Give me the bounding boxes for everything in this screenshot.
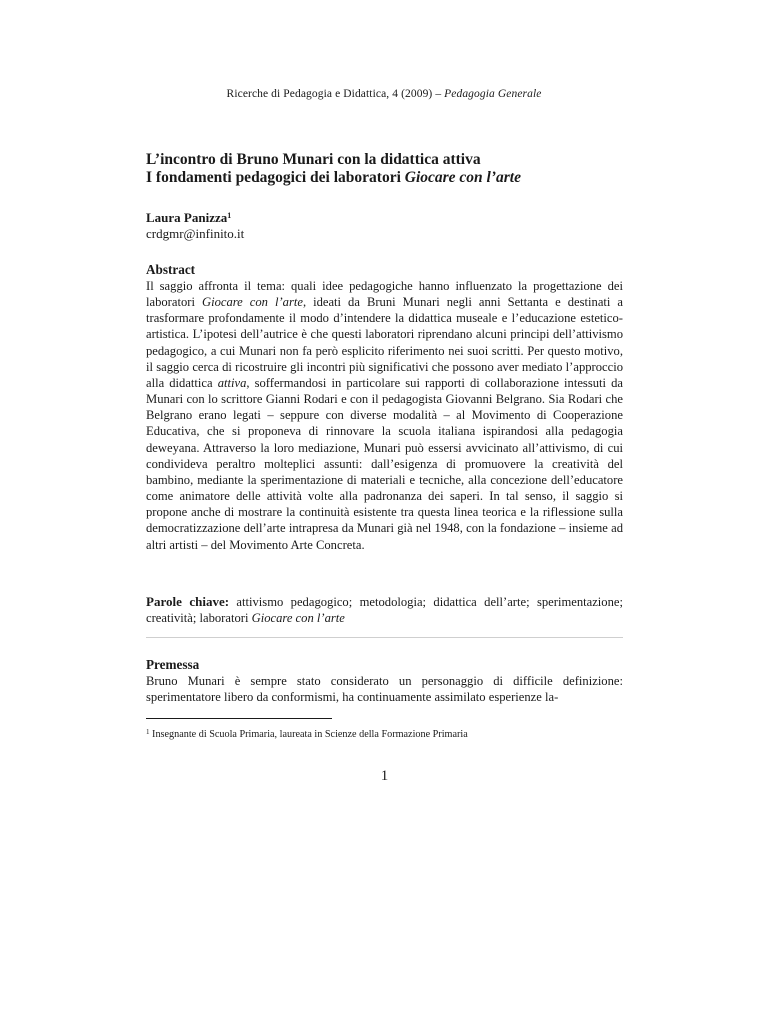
author-footnote-mark: 1 [227,211,232,220]
abstract-heading: Abstract [146,262,196,277]
section-divider [146,637,623,638]
title-line-2 [146,169,626,187]
author-name-text: Laura Panizza [146,210,228,225]
premessa-section [146,657,623,705]
journal-citation: Ricerche di Pedagogia e Didattica, 4 (2009) – [226,88,445,100]
footnote-rule [146,718,332,719]
title-line-1: L’incontro di Bruno Munari con la didattica attiva [146,151,481,168]
title-line-2-text: I fondamenti pedagogici dei laboratori [146,169,405,186]
keywords [146,594,623,626]
premessa-heading: Premessa [146,657,200,672]
abstract-italic-2: attiva [217,375,247,390]
abstract-text-part-1: Il saggio affronta il tema: quali idee pedagogiche hanno influenzato la progettazione dei laboratori [146,279,623,310]
author-block [146,208,626,242]
abstract-text-part-2: , ideati da Bruni Munari negli anni Settanta e destinati a trasformare profondamente il modo d’intendere la didattica museale e l’educazione estetico-artistica. L’ipotesi dell’autrice è che questi laboratori riprendano alcuni principi dell’attivismo pedagogico, a cui Munari non fa però esplicito riferimento nei suoi scritti. Per questo motivo, il saggio cerca di ricostruire gli incontri più significativi che possono aver mediato l’approccio alla didattica [146,295,623,390]
footnote [146,726,623,741]
page-number: 1 [380,768,389,784]
abstract-text [146,278,623,553]
abstract-text-part-3: , soffermandosi in particolare sui rapporti di collaborazione intessuti da Munari con lo scrittore Gianni Rodari e con il pedagogista Giovanni Belgrano. Sia Rodari che Belgrano erano legati – seppure con diverse modalità – al Movimento di Cooperazione Educativa, che si proponeva di rinnovare la scuola italiana ispirandosi alla pedagogia deweyana. Attraverso la loro mediazione, Munari può essersi avvicinato all’attivismo, di cui condivideva peraltro molteplici assunti: dall’esigenza di promuovere la creatività del bambino, mediante la sperimentazione di materiali e tecniche, alla concezione dell’educatore come animatore delle attività volte alla padronanza dei saperi. In tal senso, il saggio si propone anche di mostrare la continuità esistente tra questa linea teorica e la riflessione sulla democratizzazione dell’arte intrapresa da Munari già nel 1948, con la fondazione – insieme ad altri artisti – del Movimento Arte Concreta. [146,375,623,552]
abstract-italic-1: Giocare con l’arte [201,295,303,310]
article-title [146,151,626,187]
footnote-mark: 1 [146,728,150,736]
title-line-2-italic: Giocare con l’arte [404,169,521,186]
abstract-section [146,262,623,553]
journal-section: Pedagogia Generale [444,88,542,100]
keywords-text: attivismo pedagogico; metodologia; didattica dell’arte; sperimentazione; creatività; laboratori [146,595,623,626]
running-header [146,88,622,100]
keywords-italic: Giocare con l’arte [251,611,345,626]
premessa-text: Bruno Munari è sempre stato considerato un personaggio di difficile definizione: sperimentatore libero da conformismi, ha continuamente assimilato esperienze la- [146,674,623,705]
footnote-text: Insegnante di Scuola Primaria, laureata in Scienze della Formazione Primaria [149,729,468,740]
keywords-label: Parole chiave: [146,594,230,609]
author-name [146,208,626,226]
author-email: crdgmr@infinito.it [146,226,245,241]
